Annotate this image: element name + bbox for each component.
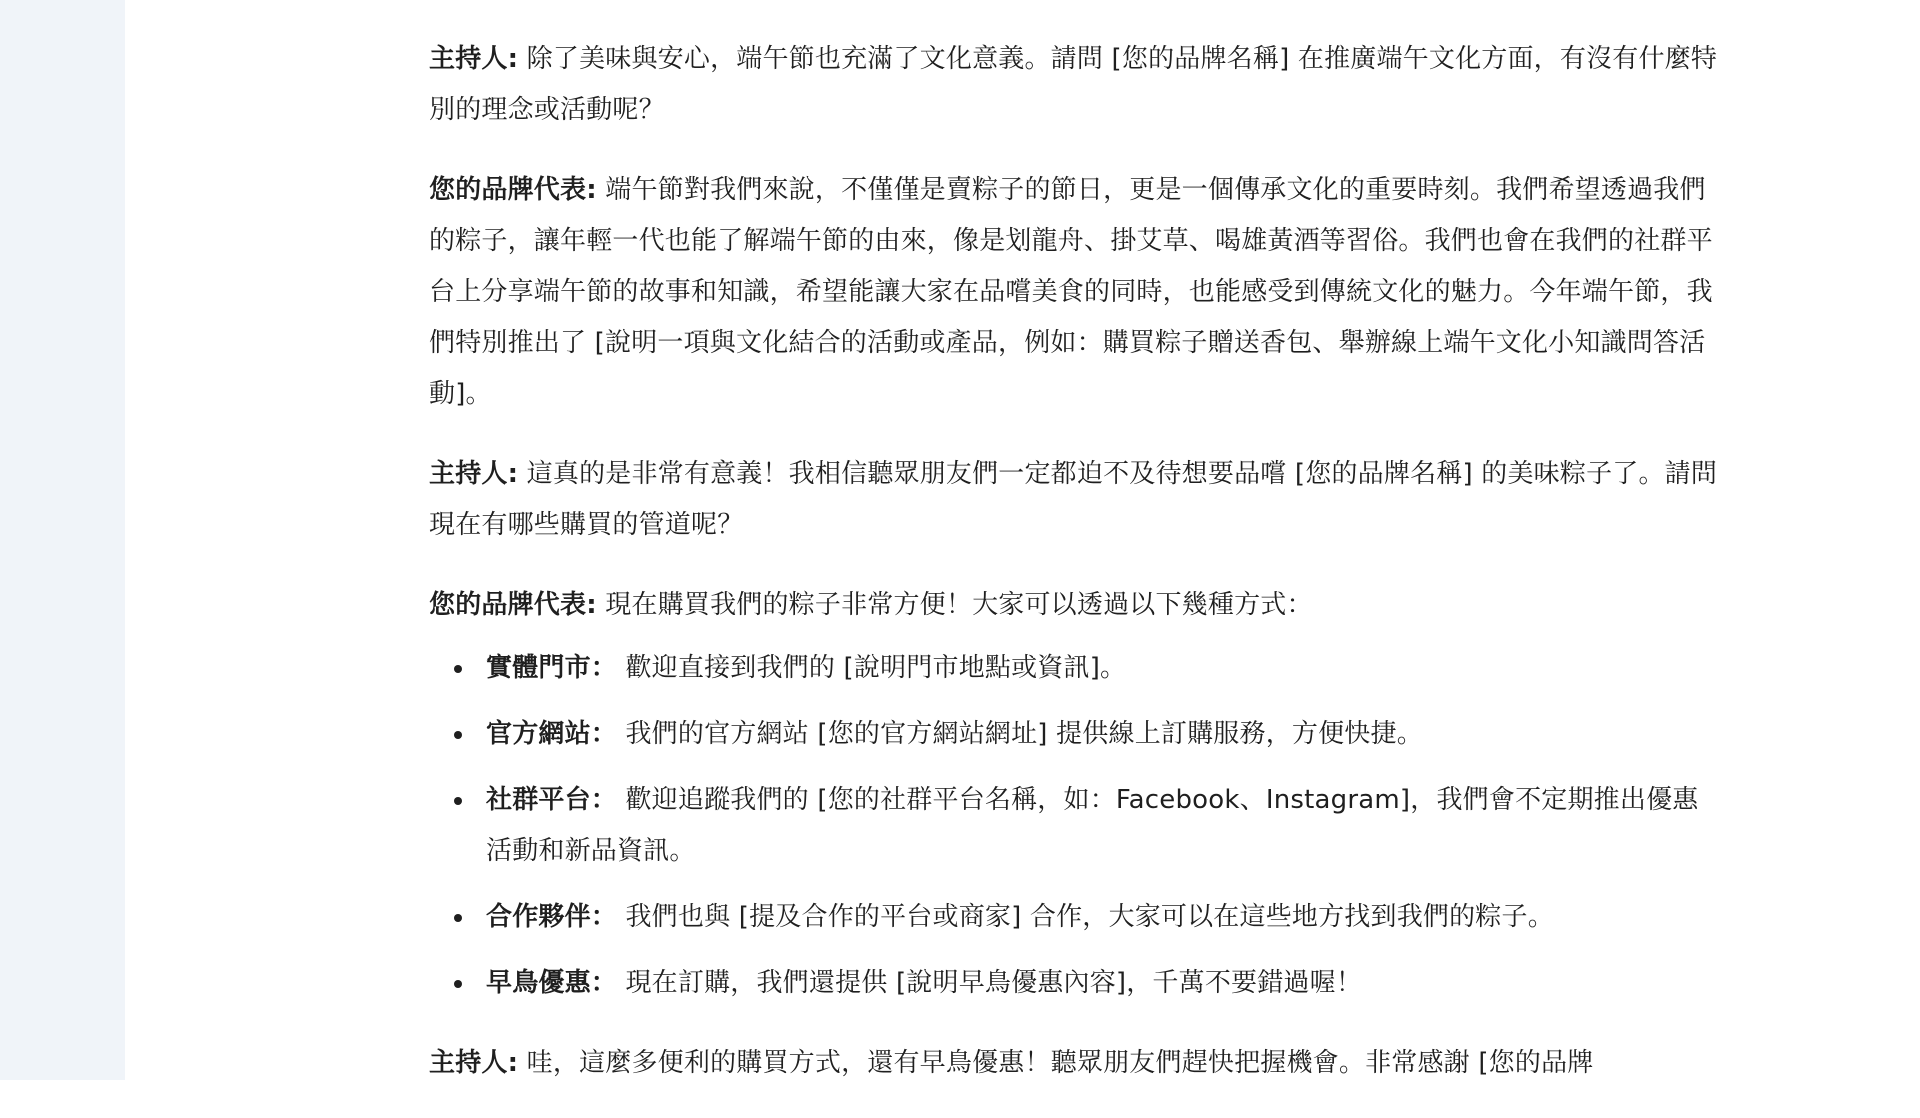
list-item-text: 現在訂購，我們還提供 [說明早鳥優惠內容]，千萬不要錯過喔！ (617, 968, 1363, 998)
left-sidebar-rail (0, 0, 125, 1080)
dialogue-paragraph (429, 580, 1719, 631)
dialogue-paragraph (429, 165, 1719, 420)
list-item-term: 官方網站： (486, 719, 618, 749)
speaker-label: 主持人: (429, 1048, 519, 1078)
list-item-term: 合作夥伴： (486, 902, 618, 932)
list-item-text: 歡迎追蹤我們的 [您的社群平台名稱，如：Facebook、Instagram]，我們會不定期推出優惠活動和新品資訊。 (486, 785, 1699, 866)
list-item-term: 社群平台： (486, 785, 618, 815)
bullet-dot (454, 731, 462, 739)
dialogue-paragraph (429, 449, 1719, 551)
dialogue-text: 除了美味與安心，端午節也充滿了文化意義。請問 [您的品牌名稱] 在推廣端午文化方面，有沒有什麼特別的理念或活動呢？ (429, 44, 1718, 125)
bullet-dot (454, 914, 462, 922)
list-item-text: 我們也與 [提及合作的平台或商家] 合作，大家可以在這些地方找到我們的粽子。 (617, 902, 1554, 932)
speaker-label: 您的品牌代表: (429, 590, 597, 620)
speaker-label: 您的品牌代表: (429, 175, 597, 205)
bullet-dot (454, 797, 462, 805)
list-item (429, 709, 1719, 760)
list-item-term: 早鳥優惠： (486, 968, 618, 998)
dialogue-text: 哇，這麼多便利的購買方式，還有早鳥優惠！聽眾朋友們趕快把握機會。非常感謝 [您的品牌 (518, 1048, 1594, 1078)
dialogue-text: 端午節對我們來說，不僅僅是賣粽子的節日，更是一個傳承文化的重要時刻。我們希望透過我們的粽子，讓年輕一代也能了解端午節的由來，像是划龍舟、掛艾草、喝雄黃酒等習俗。我們也會在我們的社群平台上分享端午節的故事和知識，希望能讓大家在品嚐美食的同時，也能感受到傳統文化的魅力。今年端午節，我們特別推出了 [說明一項與文化結合的活動或產品，例如：購買粽子贈送香包、舉辦線上端午文化小知識問答活動]。 (429, 175, 1713, 409)
list-item-text: 歡迎直接到我們的 [說明門市地點或資訊]。 (617, 653, 1127, 683)
list-item-text: 我們的官方網站 [您的官方網站網址] 提供線上訂購服務，方便快捷。 (617, 719, 1423, 749)
list-item (429, 643, 1719, 694)
speaker-label: 主持人: (429, 44, 519, 74)
bullet-dot (454, 980, 462, 988)
purchase-channel-list (429, 643, 1719, 1009)
dialogue-text: 這真的是非常有意義！我相信聽眾朋友們一定都迫不及待想要品嚐 [您的品牌名稱] 的美味粽子了。請問現在有哪些購買的管道呢？ (429, 459, 1718, 540)
dialogue-paragraph (429, 1038, 1719, 1089)
response-content (429, 34, 1719, 1118)
dialogue-paragraph (429, 34, 1719, 136)
list-item (429, 775, 1719, 877)
dialogue-text: 現在購買我們的粽子非常方便！大家可以透過以下幾種方式： (596, 590, 1313, 620)
bullet-dot (454, 665, 462, 673)
speaker-label: 主持人: (429, 459, 519, 489)
list-item (429, 892, 1719, 943)
list-item (429, 958, 1719, 1009)
list-item-term: 實體門市： (486, 653, 618, 683)
